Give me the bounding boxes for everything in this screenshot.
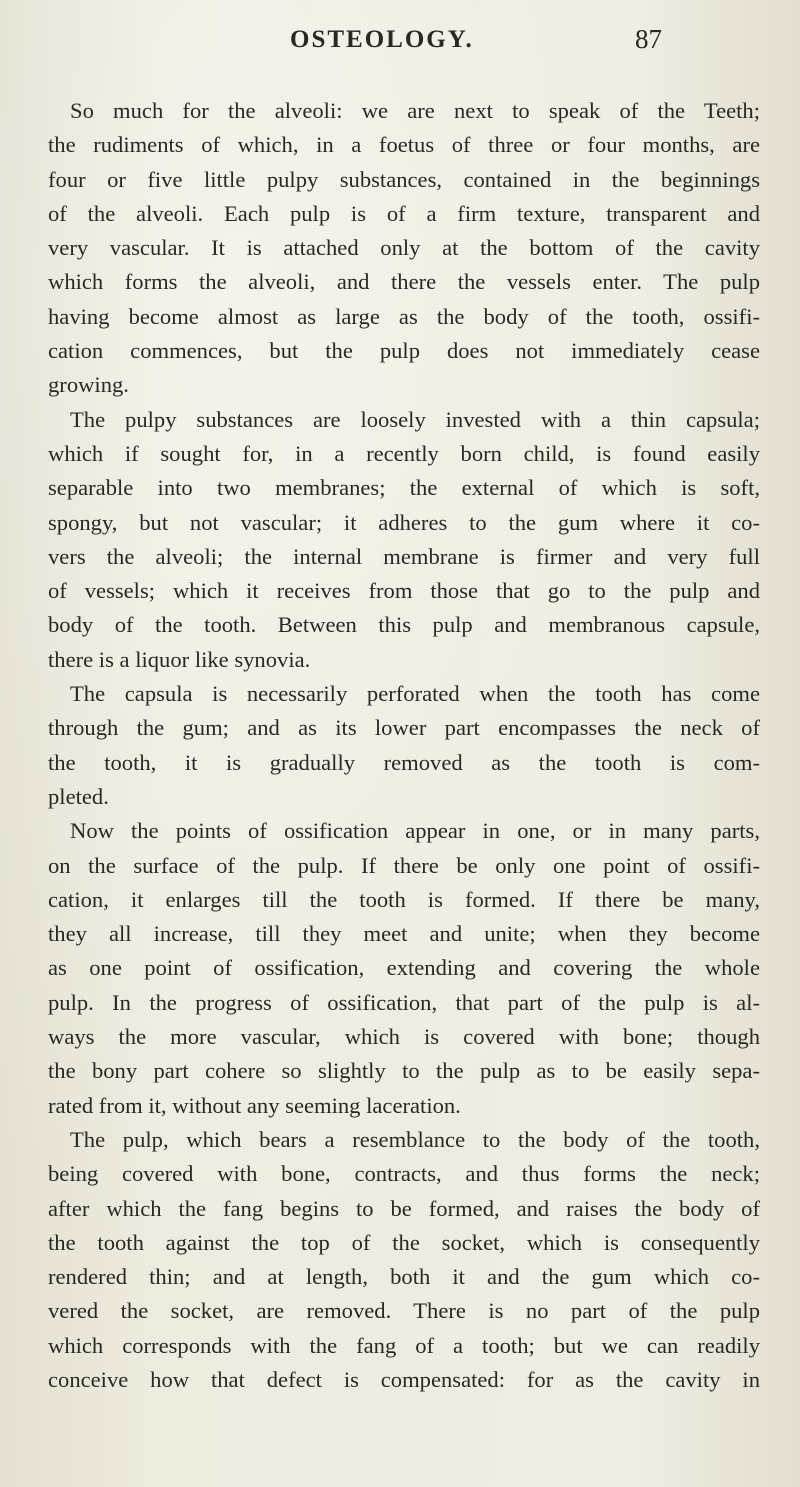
text-line: ways the more vascular, which is covered with bone; though <box>48 1024 760 1050</box>
text-line: body of the tooth. Between this pulp and membranous capsule, <box>48 612 760 638</box>
text-line: on the surface of the pulp. If there be only one point of ossifi- <box>48 852 760 878</box>
paragraph <box>40 677 760 814</box>
text-line: which corresponds with the fang of a tooth; but we can readily <box>48 1332 760 1358</box>
text-line: there is a liquor like synovia. <box>48 646 311 672</box>
text-line: four or five little pulpy substances, contained in the beginnings <box>48 166 760 192</box>
text-line: pleted. <box>48 783 109 809</box>
running-head: OSTEOLOGY. <box>290 26 474 53</box>
text-line: the rudiments of which, in a foetus of three or four months, are <box>48 132 760 158</box>
paragraph <box>40 1123 760 1397</box>
text-line: as one point of ossification, extending and covering the whole <box>48 955 760 981</box>
text-line: cation, it enlarges till the tooth is formed. If there be many, <box>48 886 760 912</box>
text-line: being covered with bone, contracts, and thus forms the neck; <box>48 1161 760 1187</box>
paragraph <box>40 403 760 677</box>
text-line: The pulpy substances are loosely invested with a thin capsula; <box>70 406 760 432</box>
page-header <box>0 18 800 78</box>
paragraph <box>40 94 760 403</box>
page-number: 87 <box>635 24 662 54</box>
text-line: Now the points of ossification appear in one, or in many parts, <box>70 818 760 844</box>
text-line: spongy, but not vascular; it adheres to the gum where it co- <box>48 509 760 535</box>
text-line: vered the socket, are removed. There is no part of the pulp <box>48 1298 760 1324</box>
text-line: very vascular. It is attached only at the bottom of the cavity <box>48 235 760 261</box>
text-line: The capsula is necessarily perforated when the tooth has come <box>70 681 760 707</box>
text-line: having become almost as large as the body of the tooth, ossifi- <box>48 303 760 329</box>
text-line: vers the alveoli; the internal membrane is firmer and very full <box>48 543 760 569</box>
text-line: which forms the alveoli, and there the vessels enter. The pulp <box>48 269 760 295</box>
text-line: rendered thin; and at length, both it and the gum which co- <box>48 1264 760 1290</box>
text-line: the tooth against the top of the socket, which is consequently <box>48 1229 760 1255</box>
text-line: So much for the alveoli: we are next to speak of the Teeth; <box>70 98 760 123</box>
text-line: the bony part cohere so slightly to the pulp as to be easily sepa- <box>48 1058 760 1084</box>
text-line: growing. <box>48 372 129 398</box>
body-text <box>40 94 760 1397</box>
paragraph <box>40 814 760 1123</box>
text-line: they all increase, till they meet and unite; when they become <box>48 921 760 947</box>
text-line: separable into two membranes; the external of which is soft, <box>48 475 760 501</box>
text-line: through the gum; and as its lower part encompasses the neck of <box>48 715 760 741</box>
text-line: which if sought for, in a recently born child, is found easily <box>48 440 760 466</box>
text-line: of vessels; which it receives from those that go to the pulp and <box>48 578 760 604</box>
text-line: the tooth, it is gradually removed as the tooth is com- <box>48 749 760 775</box>
text-line: rated from it, without any seeming laceration. <box>48 1092 461 1118</box>
text-line: conceive how that defect is compensated: for as the cavity in <box>48 1366 760 1392</box>
text-line: pulp. In the progress of ossification, that part of the pulp is al- <box>48 989 760 1015</box>
text-line: The pulp, which bears a resemblance to the body of the tooth, <box>70 1126 760 1152</box>
text-line: of the alveoli. Each pulp is of a firm texture, transparent and <box>48 200 760 226</box>
text-line: after which the fang begins to be formed, and raises the body of <box>48 1195 760 1221</box>
text-line: cation commences, but the pulp does not immediately cease <box>48 338 760 364</box>
